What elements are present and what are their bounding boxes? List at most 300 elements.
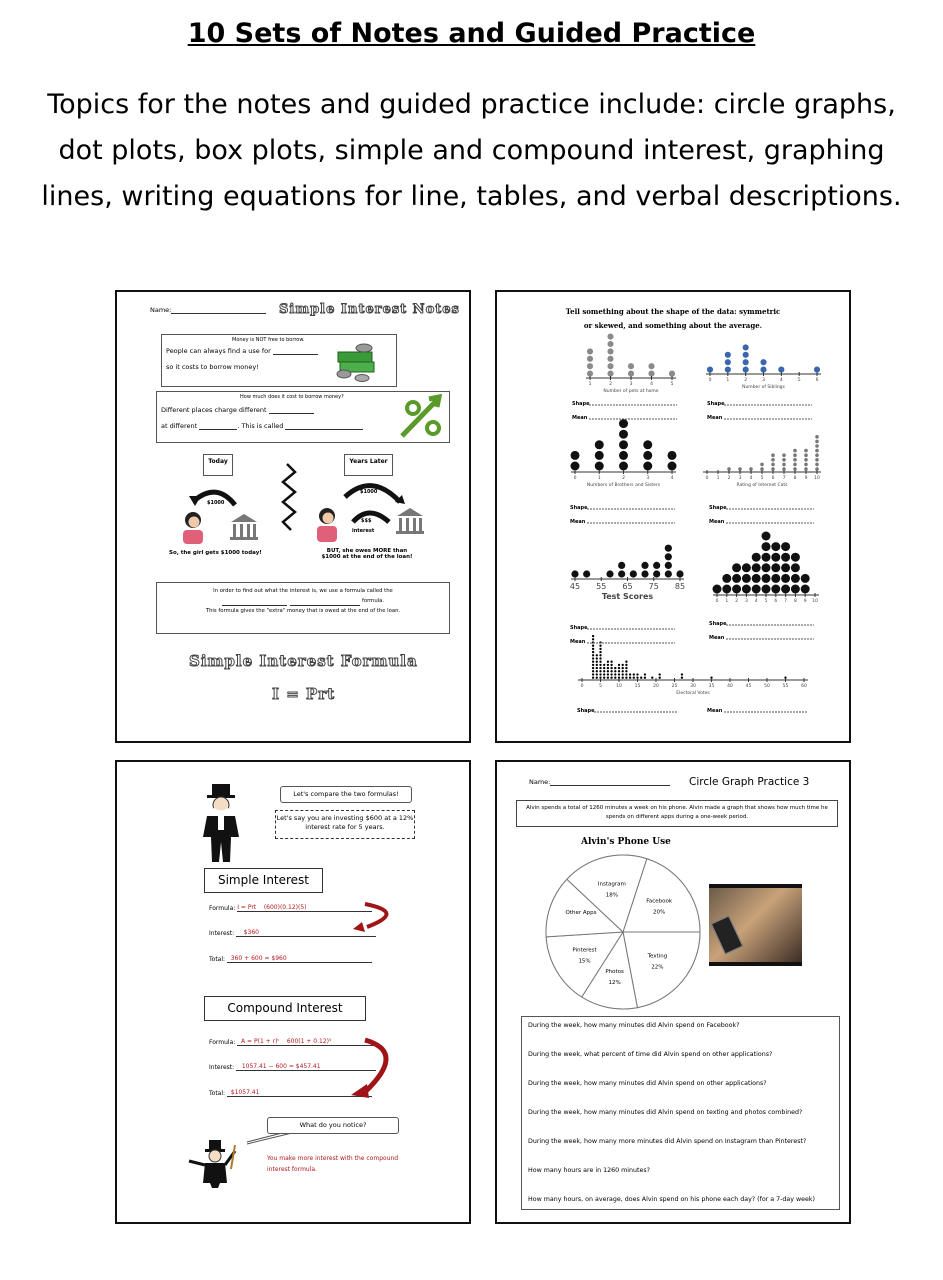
tick-label: 75 [648, 582, 659, 591]
data-dot [571, 451, 580, 460]
data-dot [599, 673, 601, 675]
data-dot [665, 570, 672, 577]
data-dot [599, 657, 601, 659]
data-dot [622, 670, 624, 672]
slice-value: 20% [653, 909, 666, 916]
data-dot [606, 570, 613, 577]
girl-icon [183, 512, 203, 544]
data-dot [610, 661, 612, 663]
data-dot [762, 585, 771, 594]
question-text: How many hours, on average, does Alvin spend on his phone each day? (for a 7-day week) [528, 1196, 815, 1203]
data-dot [713, 585, 722, 594]
data-dot [592, 651, 594, 653]
data-dot [603, 667, 605, 669]
box-text: Different places charge different [161, 406, 267, 414]
data-dot [596, 654, 598, 656]
tick-label: 45 [745, 684, 752, 689]
topics-description: Topics for the notes and guided practice include: circle graphs, dot plots, box plots, simple and compound interest, graphing lines, writing equations for line, tables, and verbal descriptions. [41, 89, 902, 212]
blank-label: Mean [570, 519, 586, 525]
data-dot [607, 661, 609, 663]
compound-substitution: 600(1 + 0.12)⁵ [286, 1038, 332, 1045]
data-dot [725, 367, 731, 373]
data-dot [791, 585, 800, 594]
data-dot [732, 585, 741, 594]
data-dot [610, 667, 612, 669]
data-dot [592, 657, 594, 659]
compound-interest-heading: Compound Interest [204, 996, 366, 1021]
tick-label: 85 [674, 582, 686, 591]
data-dot [752, 563, 761, 572]
data-dot [622, 673, 624, 675]
tick-label: 6 [774, 599, 778, 604]
tick-label: 1 [725, 599, 729, 604]
slice-label: Instagram [597, 881, 626, 888]
blank-label: Shape [570, 625, 588, 631]
data-dot [641, 570, 648, 577]
data-dot [782, 463, 786, 467]
data-dot [722, 574, 731, 583]
data-dot [665, 553, 672, 560]
data-dot [614, 673, 616, 675]
slice-label: Facebook [646, 898, 673, 905]
data-dot [599, 664, 601, 666]
data-dot [603, 673, 605, 675]
data-dot [665, 562, 672, 569]
data-dot [595, 451, 604, 460]
name-label: Name: [150, 306, 172, 314]
data-dot [743, 367, 749, 373]
tick-label: 3 [629, 382, 633, 387]
compound-formula: A = P(1 + r)ᵗ [241, 1038, 280, 1045]
data-dot [629, 673, 631, 675]
total-label: Total: [209, 1090, 226, 1097]
blank-label: Shape [572, 401, 590, 407]
box-text: at different [161, 422, 198, 430]
data-dot [815, 435, 819, 439]
data-dot [804, 449, 808, 453]
data-dot [596, 661, 598, 663]
simple-interest-value: $360 [243, 929, 259, 936]
data-dot [587, 363, 593, 369]
tick-label: 25 [671, 684, 678, 689]
data-dot [618, 667, 620, 669]
tick-label: 4 [754, 599, 758, 604]
data-dot [607, 371, 613, 377]
data-dot [625, 673, 627, 675]
data-dot [771, 563, 780, 572]
tick-label: 8 [793, 599, 797, 604]
data-dot [633, 673, 635, 675]
tick-label: 1 [716, 476, 720, 481]
scenario-box: Let's say you are investing $600 at a 12% interest rate for 5 years. [275, 810, 415, 839]
formula-box [156, 582, 450, 634]
data-dot [814, 367, 820, 373]
blank-label: Mean [572, 415, 588, 421]
data-dot [815, 440, 819, 444]
data-dot [619, 451, 628, 460]
interest-amount-label: $$$ [361, 518, 372, 524]
data-dot [625, 661, 627, 663]
caption-line: BUT, she owes MORE than [326, 548, 408, 554]
compound-total-value: $1057.41 [230, 1089, 260, 1096]
data-dot [595, 440, 604, 449]
blank-label: Mean [709, 635, 725, 641]
data-dot [619, 440, 628, 449]
tick-label: 3 [762, 378, 765, 383]
data-dot [793, 458, 797, 462]
formula-label: Formula: [209, 905, 236, 912]
data-dot [648, 371, 654, 377]
dot-plots [497, 292, 849, 741]
data-dot [804, 453, 808, 457]
data-dot [743, 359, 749, 365]
data-dot [596, 670, 598, 672]
circle-title: Circle Graph Practice 3 [689, 776, 810, 788]
data-dot [618, 670, 620, 672]
loan-illustration [117, 292, 469, 582]
data-dot [599, 654, 601, 656]
data-dot [619, 462, 628, 471]
blank-label: Shape [709, 621, 727, 627]
data-dot [596, 677, 598, 679]
axis-label: Electoral Votes [676, 691, 710, 696]
data-dot [592, 670, 594, 672]
data-dot [625, 670, 627, 672]
amount-label: $1000 [207, 500, 225, 506]
data-dot [625, 664, 627, 666]
data-dot [625, 667, 627, 669]
data-dot [668, 451, 677, 460]
box-text: so it costs to borrow money! [166, 363, 259, 371]
tick-label: 0 [715, 599, 719, 604]
tick-label: 4 [670, 476, 674, 481]
blank-label: Shape [570, 505, 588, 511]
tick-label: 8 [793, 476, 797, 481]
data-dot [603, 664, 605, 666]
formula-label: Formula: [209, 1039, 236, 1046]
slice-value: 18% [605, 892, 619, 899]
data-dot [630, 570, 637, 577]
data-dot [791, 574, 800, 583]
data-dot [793, 463, 797, 467]
data-dot [622, 664, 624, 666]
question-text: During the week, how many minutes did Alvin spend on texting and photos combined? [528, 1109, 803, 1116]
axis-label: Numbers of Brothers and Sisters [586, 483, 661, 488]
tick-label: 4 [749, 476, 753, 481]
tick-label: 0 [580, 684, 584, 689]
data-dot [791, 553, 800, 562]
data-dot [659, 673, 661, 675]
data-dot [592, 638, 594, 640]
today-label: Today [203, 454, 233, 476]
slice-value: 22% [651, 964, 664, 971]
box-text: This is called [241, 422, 284, 430]
blank-label: Mean [707, 415, 723, 421]
speech-bubble: What do you notice? [267, 1117, 399, 1134]
data-dot [681, 673, 683, 675]
axis-label: Number of Siblings [742, 385, 785, 390]
tick-label: 2 [727, 476, 731, 481]
data-dot [614, 670, 616, 672]
data-dot [742, 585, 751, 594]
data-dot [636, 673, 638, 675]
tick-label: 2 [622, 476, 625, 481]
tick-label: 50 [764, 684, 770, 689]
data-dot [587, 348, 593, 354]
formula-title: Simple Interest Formula [189, 652, 418, 670]
data-dot [782, 458, 786, 462]
data-dot [722, 585, 731, 594]
data-dot [804, 463, 808, 467]
data-dot [610, 677, 612, 679]
data-dot [643, 440, 652, 449]
data-dot [781, 553, 790, 562]
tick-label: 30 [690, 684, 696, 689]
data-dot [625, 677, 627, 679]
tick-label: 60 [801, 684, 807, 689]
data-dot [752, 585, 761, 594]
data-dot [760, 367, 766, 373]
box-text: In order to find out what the interest is, we use a formula called the [213, 588, 393, 594]
simple-formula: I = Prt [237, 904, 257, 911]
data-dot [603, 677, 605, 679]
data-dot [771, 453, 775, 457]
data-dot [760, 359, 766, 365]
data-dot [610, 664, 612, 666]
data-dot [752, 574, 761, 583]
data-dot [732, 574, 741, 583]
tick-label: 0 [573, 476, 577, 481]
tick-label: 45 [569, 582, 581, 591]
data-dot [801, 574, 810, 583]
caption-left: So, the girl gets $1000 today! [169, 550, 262, 556]
notes-title: Simple Interest Notes [279, 302, 460, 317]
data-dot [592, 645, 594, 647]
interest-label: Interest: [209, 1064, 235, 1071]
data-dot [771, 574, 780, 583]
data-dot [628, 371, 634, 377]
bank-icon [396, 508, 424, 534]
data-dot [622, 677, 624, 679]
data-dot [791, 563, 800, 572]
data-dot [762, 574, 771, 583]
data-dot [599, 645, 601, 647]
data-dot [762, 532, 771, 541]
simple-substitution: (600)(0.12)(5) [263, 904, 307, 911]
data-dot [592, 661, 594, 663]
data-dot [659, 677, 661, 679]
data-dot [653, 570, 660, 577]
tick-label: 4 [779, 378, 783, 383]
data-dot [618, 570, 625, 577]
tick-label: 15 [634, 684, 641, 689]
data-dot [781, 542, 790, 551]
compare-formulas-preview [115, 760, 471, 1224]
tick-label: 55 [782, 684, 789, 689]
tick-label: 9 [804, 476, 808, 481]
tick-label: 6 [771, 476, 775, 481]
interest-label: interest [352, 528, 375, 534]
data-dot [743, 344, 749, 350]
data-dot [614, 667, 616, 669]
data-dot [778, 367, 784, 373]
title-line: or skewed, and something about the average. [583, 321, 763, 330]
data-dot [762, 553, 771, 562]
data-dot [651, 677, 653, 679]
data-dot [815, 449, 819, 453]
tick-label: 5 [764, 599, 768, 604]
axis-label: Number of pets at home [603, 389, 659, 394]
page-heading: 10 Sets of Notes and Guided Practice [187, 18, 756, 49]
data-dot [707, 367, 713, 373]
blank-label: Shape [707, 401, 725, 407]
data-dot [610, 670, 612, 672]
data-dot [587, 371, 593, 377]
data-dot [676, 570, 683, 577]
question-text: During the week, how many more minutes did Alvin spend on Instagram than Pinterest? [528, 1138, 807, 1145]
data-dot [742, 563, 751, 572]
data-dot [762, 542, 771, 551]
slice-label: Other Apps [565, 909, 597, 916]
data-dot [771, 542, 780, 551]
data-dot [619, 419, 628, 428]
data-dot [644, 677, 646, 679]
box-header: Money is NOT free to borrow. [232, 337, 305, 343]
blank-label: Mean [707, 708, 723, 714]
data-dot [571, 570, 578, 577]
data-dot [607, 670, 609, 672]
axis-label: Test Scores [601, 592, 654, 601]
data-dot [669, 371, 675, 377]
question-text: How many hours are in 1260 minutes? [528, 1167, 650, 1174]
axis-label: Rating of Internet Cats [736, 483, 788, 488]
data-dot [815, 444, 819, 448]
zigzag-divider [283, 464, 295, 530]
data-dot [607, 673, 609, 675]
data-dot [771, 585, 780, 594]
data-dot [603, 670, 605, 672]
data-dot [592, 667, 594, 669]
box-header: How much does it cost to borrow money? [240, 394, 344, 400]
tick-label: 4 [650, 382, 653, 387]
data-dot [760, 463, 764, 467]
data-dot [607, 667, 609, 669]
data-dot [644, 673, 646, 675]
bank-icon [230, 514, 258, 540]
data-dot [592, 677, 594, 679]
data-dot [781, 585, 790, 594]
data-dot [592, 673, 594, 675]
intro-box: Alvin spends a total of 1260 minutes a week on his phone. Alvin made a graph that shows how much time he spends on different apps during a one-week period. [516, 800, 838, 827]
data-dot [804, 458, 808, 462]
data-dot [801, 585, 810, 594]
interest-label: Interest: [209, 930, 235, 937]
answer-text: You make more interest with the compound interest formula. [267, 1155, 399, 1173]
data-dot [607, 677, 609, 679]
tick-label: 0 [708, 378, 712, 383]
question-text: During the week, how many minutes did Alvin spend on other applications? [528, 1080, 767, 1087]
box-text: People can always find a use for [166, 347, 271, 355]
simple-total-value: 360 + 600 = $960 [230, 955, 287, 962]
data-dot [618, 673, 620, 675]
tick-label: 3 [646, 476, 650, 481]
data-dot [648, 363, 654, 369]
slice-label: Texting [647, 953, 668, 960]
data-dot [742, 574, 751, 583]
tick-label: 1 [588, 382, 592, 387]
caption-right [312, 548, 422, 560]
data-dot [592, 654, 594, 656]
tick-label: 2 [744, 378, 748, 383]
tick-label: 9 [803, 599, 807, 604]
tick-label: 7 [782, 476, 786, 481]
tick-label: 6 [815, 378, 819, 383]
amount-label: $1000 [360, 489, 378, 495]
data-dot [628, 363, 634, 369]
slice-label: Photos [605, 968, 624, 975]
data-dot [643, 462, 652, 471]
tick-label: 1 [597, 476, 601, 481]
data-dot [781, 574, 790, 583]
circle-graph-practice-preview [495, 760, 851, 1224]
data-dot [782, 453, 786, 457]
phone-icon [711, 915, 743, 954]
blank-label: Shape [577, 708, 595, 714]
compound-interest-value: 1057.41 − 600 = $457.41 [241, 1063, 321, 1070]
data-dot [641, 562, 648, 569]
data-dot [599, 661, 601, 663]
dot-plots-preview [495, 290, 851, 743]
data-dot [614, 677, 616, 679]
simple-interest-notes-preview [115, 290, 471, 743]
tick-label: 10 [616, 684, 622, 689]
red-arrow-icon [365, 904, 387, 927]
data-dot [619, 430, 628, 439]
alvin-chipmunk-image [709, 884, 802, 966]
data-dot [643, 451, 652, 460]
data-dot [607, 334, 613, 340]
data-dot [607, 341, 613, 347]
data-dot [618, 562, 625, 569]
data-dot [793, 449, 797, 453]
data-dot [583, 570, 590, 577]
caption-line: $1000 at the end of the loan! [321, 554, 413, 560]
data-dot [596, 657, 598, 659]
tick-label: 5 [797, 378, 801, 383]
blank-label: Shape [709, 505, 727, 511]
name-label: Name: [529, 778, 551, 786]
question-text: During the week, how many minutes did Alvin spend on Facebook? [528, 1022, 740, 1029]
data-dot [725, 352, 731, 358]
tick-label: 10 [812, 599, 818, 604]
data-dot [771, 553, 780, 562]
box-text: This formula gives the "extra" money that is owed at the end of the loan. [205, 608, 401, 614]
data-dot [596, 667, 598, 669]
data-dot [599, 648, 601, 650]
data-dot [610, 673, 612, 675]
tick-label: 3 [744, 599, 748, 604]
tick-label: 3 [738, 476, 742, 481]
data-dot [752, 553, 761, 562]
data-dot [653, 562, 660, 569]
data-dot [595, 462, 604, 471]
data-dot [815, 463, 819, 467]
tick-label: 0 [705, 476, 709, 481]
data-dot [629, 677, 631, 679]
data-dot [599, 670, 601, 672]
girl-icon [317, 508, 337, 542]
data-dot [665, 545, 672, 552]
